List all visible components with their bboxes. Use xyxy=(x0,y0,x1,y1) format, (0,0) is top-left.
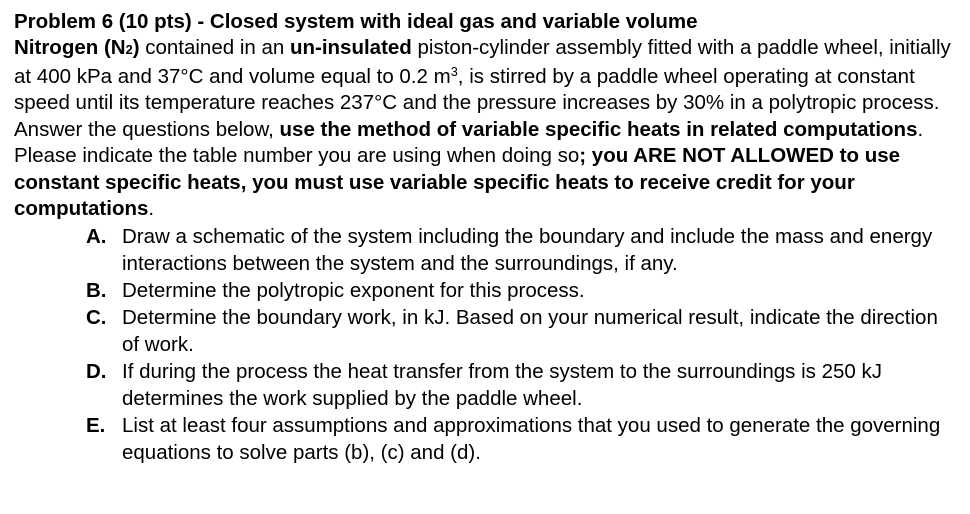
question-item-c xyxy=(86,304,956,358)
variable-specific-heats-emphasis: use the method of variable specific heats in related computations xyxy=(279,117,918,141)
question-text: If during the process the heat transfer from the system to the surroundings is 250 kJ determines the work supplied by the paddle wheel. xyxy=(122,359,883,410)
question-item-e xyxy=(86,412,956,466)
question-letter: A. xyxy=(86,224,107,248)
question-letter: B. xyxy=(86,278,107,302)
problem-statement xyxy=(14,35,956,223)
question-list xyxy=(14,223,956,466)
question-item-a xyxy=(86,223,956,277)
question-text: Determine the polytropic exponent for this process. xyxy=(122,278,585,302)
statement-text-4: . Please indicate the table number you are using when doing so xyxy=(14,117,924,167)
question-letter: C. xyxy=(86,305,107,329)
question-item-d xyxy=(86,358,956,412)
subscript-2: 2 xyxy=(125,42,133,57)
statement-text-3: , is stirred by a paddle wheel operating at constant speed until its temperature reaches 237°C and the pressure increases by 30% in a polytropic process. Answer the questions below, xyxy=(14,64,940,141)
statement-text-5: . xyxy=(148,197,155,220)
question-text: List at least four assumptions and approximations that you used to generate the governing equations to solve parts (b), (c) and (d). xyxy=(122,413,941,464)
problem-title: Problem 6 (10 pts) - Closed system with ideal gas and variable volume xyxy=(14,10,698,33)
gas-name: Nitrogen (N2) xyxy=(14,36,140,59)
question-text: Draw a schematic of the system including the boundary and include the mass and energy interactions between the system and the surroundings, if any. xyxy=(122,224,933,275)
question-text: Determine the boundary work, in kJ. Based on your numerical result, indicate the direction of work. xyxy=(122,305,938,356)
superscript-3: 3 xyxy=(450,63,458,79)
question-letter: E. xyxy=(86,413,106,437)
question-item-b xyxy=(86,277,956,304)
question-letter: D. xyxy=(86,359,107,383)
uninsulated-emphasis: un-insulated xyxy=(289,36,412,59)
statement-text-2: piston-cylinder assembly fitted with a paddle wheel, initially at 400 kPa and 37°C and volume equal to 0.2 m xyxy=(14,36,951,88)
constant-specific-heats-warning: ; you ARE NOT ALLOWED to use constant specific heats, you must use variable specific heats to receive credit for your computations xyxy=(14,144,901,220)
statement-text-1: contained in an xyxy=(139,36,290,59)
